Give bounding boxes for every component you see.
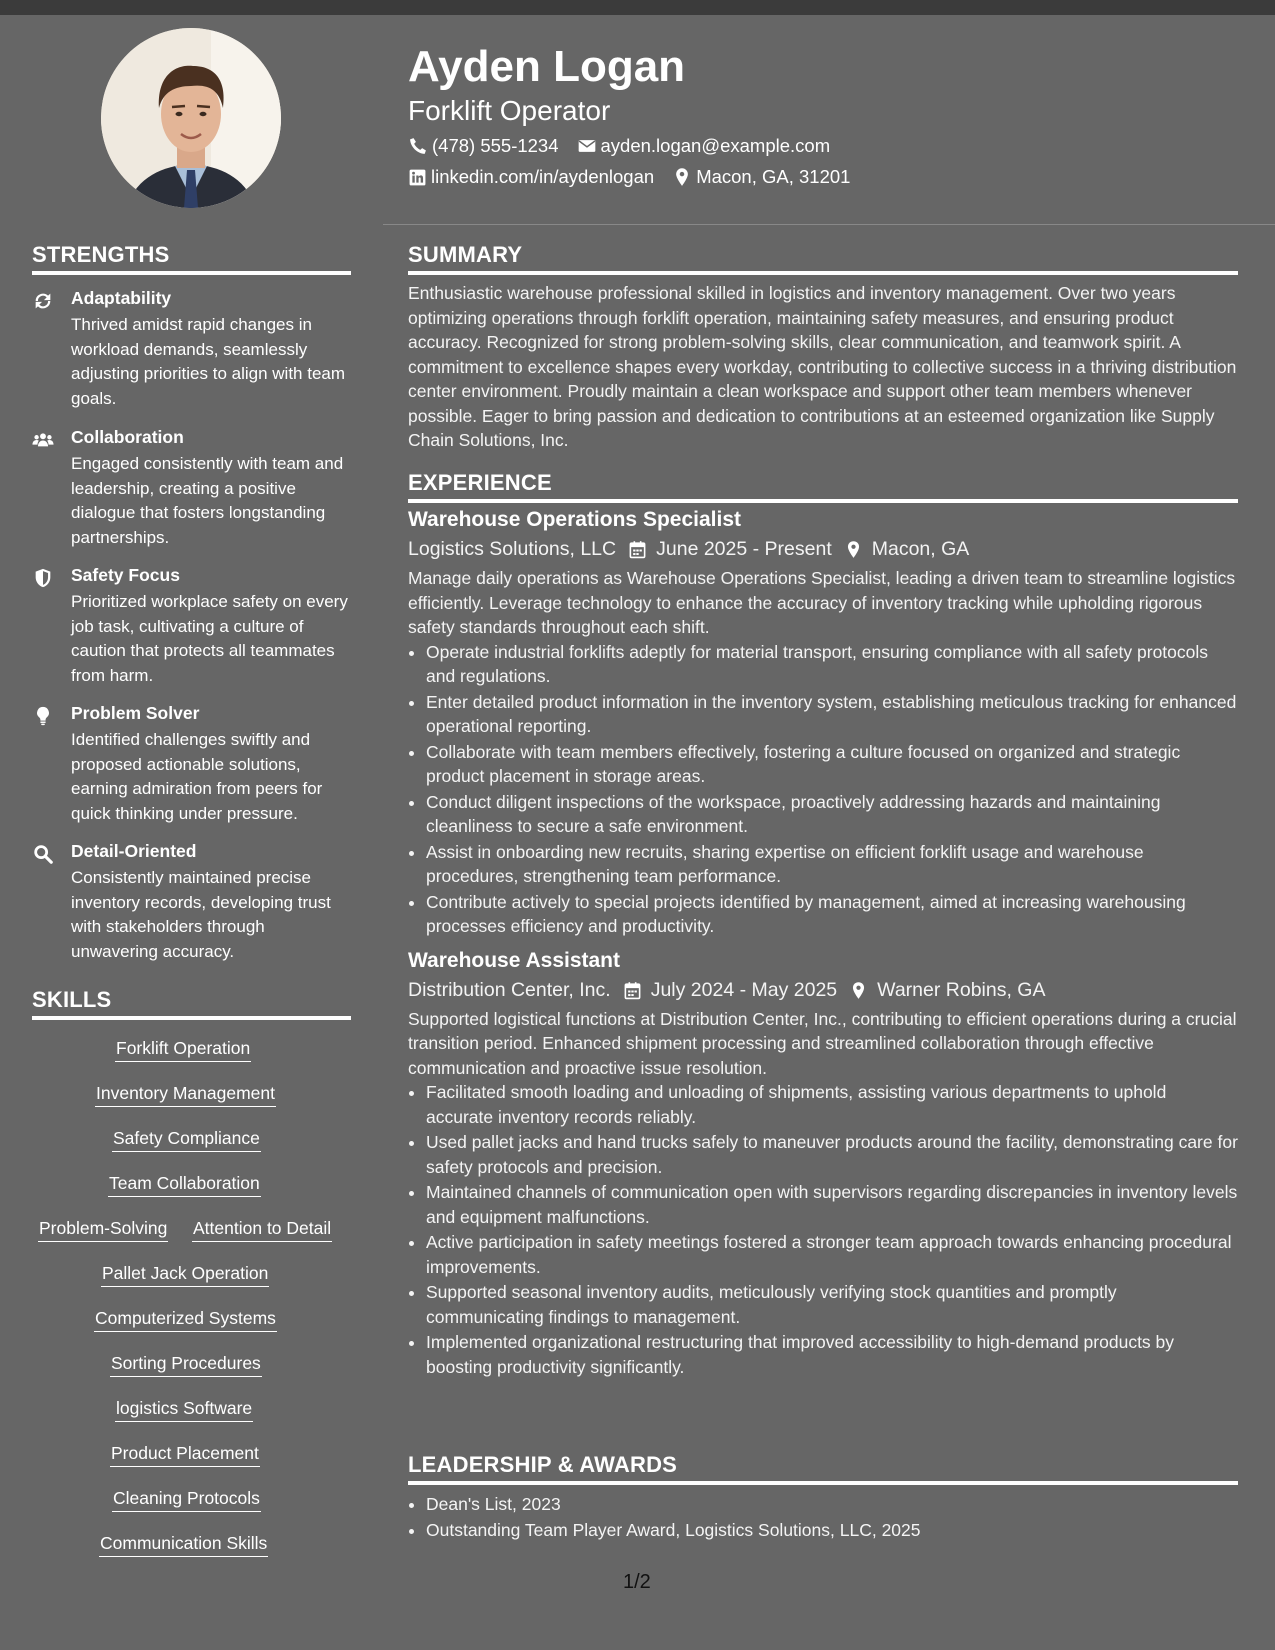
strength-description: Consistently maintained precise inventory records, developing trust with stakeholders through unwavering accuracy.	[71, 868, 331, 961]
skill-tag: Sorting Procedures	[110, 1353, 262, 1377]
skill-tag: Cleaning Protocols	[112, 1488, 261, 1512]
lightbulb-icon	[32, 705, 54, 727]
users-icon	[32, 429, 54, 451]
contact-row	[408, 135, 848, 157]
awards-section	[408, 1452, 1238, 1543]
job-dates: June 2025 - Present	[656, 538, 832, 560]
job-bullets	[408, 640, 1238, 939]
calendar-icon	[628, 540, 647, 559]
summary-text: Enthusiastic warehouse professional skilled in logistics and inventory management. Over two years optimizing operations through forklift operation, maintaining safety measures, and ensuring product accuracy. Recognized for strong problem-solving skills, clear communication, and teamwork spirit. A commitment to excellence shapes every workday, contributing to collective success in a thriving distribution center environment. Proudly maintain a clean workspace and support other team members whenever possible. Eager to bring passion and dedication to contributions at an esteemed organization like Supply Chain Solutions, Inc.	[408, 283, 1237, 450]
refresh-icon	[32, 290, 54, 312]
job-company: Logistics Solutions, LLC	[408, 538, 617, 560]
phone-text[interactable]: (478) 555-1234	[432, 135, 559, 156]
location-pin-icon	[844, 540, 863, 559]
linkedin-icon	[408, 168, 427, 187]
strengths-heading: STRENGTHS	[32, 242, 351, 275]
calendar-icon	[623, 981, 642, 1000]
skill-tag: Safety Compliance	[112, 1128, 261, 1152]
skill-tag: Communication Skills	[99, 1533, 268, 1557]
skill-tag: Forklift Operation	[115, 1038, 251, 1062]
job-meta	[408, 979, 1238, 1002]
phone-icon	[408, 136, 428, 156]
award-item: • Outstanding Team Player Award, Logistics Solutions, LLC, 2025	[426, 1518, 1238, 1543]
skill-tag: Attention to Detail	[192, 1218, 332, 1242]
skill-tag: Problem-Solving	[38, 1218, 168, 1242]
bullet-item: • Facilitated smooth loading and unloading of shipments, assisting various departments to uphold accurate inventory records reliably.	[426, 1080, 1238, 1129]
awards-heading: LEADERSHIP & AWARDS	[408, 1452, 1238, 1485]
skills-heading: SKILLS	[32, 987, 351, 1020]
skill-tag: Pallet Jack Operation	[101, 1263, 269, 1287]
strength-title: Problem Solver	[71, 703, 200, 723]
bullet-item: • Supported seasonal inventory audits, meticulously verifying stock quantities and promptly communicating findings to management.	[426, 1280, 1238, 1329]
job-bullets	[408, 1080, 1238, 1379]
email-icon	[577, 136, 597, 156]
avatar	[101, 28, 281, 208]
experience-heading: EXPERIENCE	[408, 470, 1238, 503]
candidate-role: Forklift Operator	[408, 95, 611, 126]
bullet-item: • Maintained channels of communication open with supervisors regarding discrepancies in inventory levels and equipment malfunctions.	[426, 1180, 1238, 1229]
avatar-portrait	[101, 28, 281, 208]
candidate-name: Ayden Logan	[408, 42, 686, 91]
bullet-item: • Collaborate with team members effectively, fostering a culture focused on organized and strategic product placement in storage areas.	[426, 740, 1238, 789]
location-pin-icon	[849, 981, 868, 1000]
bullet-item: • Assist in onboarding new recruits, sharing expertise on efficient forklift usage and warehouse procedures, strengthening team performance.	[426, 840, 1238, 889]
skill-tag: Product Placement	[110, 1443, 260, 1467]
skill-tag: logistics Software	[115, 1398, 253, 1422]
job-title: Warehouse Assistant	[408, 948, 620, 972]
job-company: Distribution Center, Inc.	[408, 978, 611, 1001]
page-indicator: 1/2	[623, 1571, 651, 1593]
job-title: Warehouse Operations Specialist	[408, 508, 741, 531]
email-link[interactable]: ayden.logan@example.com	[600, 135, 831, 156]
job-entry	[408, 508, 1238, 939]
bullet-item: • Operate industrial forklifts adeptly for material transport, ensuring compliance with all safety protocols and regulations.	[426, 640, 1238, 689]
job-location: Macon, GA	[871, 538, 970, 560]
strength-title: Adaptability	[71, 288, 172, 308]
award-item: • Dean's List, 2023	[426, 1492, 1238, 1517]
bullet-item: • Active participation in safety meetings fostered a stronger team approach towards enhancing procedural improvements.	[426, 1230, 1238, 1279]
bullet-item: • Conduct diligent inspections of the workspace, proactively addressing hazards and maintaining cleanliness to secure a safe environment.	[426, 790, 1238, 839]
bullet-item: • Contribute actively to special projects identified by management, aimed at increasing warehousing processes efficiency and productivity.	[426, 890, 1238, 939]
awards-list	[408, 1492, 1238, 1542]
search-icon	[32, 843, 54, 865]
skill-tag: Inventory Management	[95, 1083, 276, 1107]
bullet-item: • Implemented organizational restructuring that improved accessibility to high-demand products by boosting productivity significantly.	[426, 1330, 1238, 1379]
experience-section	[408, 470, 1238, 1380]
summary-section	[408, 242, 1238, 453]
job-location: Warner Robins, GA	[877, 978, 1046, 1001]
location-text: Macon, GA, 31201	[696, 166, 851, 187]
strength-title: Collaboration	[71, 427, 184, 447]
job-description: Manage daily operations as Warehouse Operations Specialist, leading a driven team to streamline logistics efficiently. Leverage technology to enhance the accuracy of inventory tracking while upholding rigorous safety standards throughout each shift.	[408, 568, 1236, 637]
strength-title: Detail-Oriented	[71, 841, 197, 861]
job-description: Supported logistical functions at Distribution Center, Inc., contributing to efficient operations during a crucial transition period. Enhanced shipment processing and streamlined collaboration through effective communication and proactive issue resolution.	[408, 1008, 1237, 1078]
strength-description: Engaged consistently with team and leadership, creating a positive dialogue that fosters longstanding partnerships.	[71, 454, 344, 547]
top-bar	[0, 0, 1275, 15]
linkedin-link[interactable]: linkedin.com/in/aydenlogan	[431, 166, 655, 187]
strength-description: Thrived amidst rapid changes in workload demands, seamlessly adjusting priorities to align with team goals.	[71, 315, 346, 408]
skill-tag: Team Collaboration	[108, 1173, 261, 1197]
summary-heading: SUMMARY	[408, 242, 1238, 275]
contact-row	[408, 166, 868, 188]
strength-description: Identified challenges swiftly and proposed actionable solutions, earning admiration from peers for quick thinking under pressure.	[71, 730, 323, 823]
bullet-item: • Used pallet jacks and hand trucks safely to maneuver products around the facility, demonstrating care for safety protocols and precision.	[426, 1130, 1238, 1179]
shield-icon	[32, 567, 54, 589]
location-pin-icon	[672, 167, 692, 187]
bullet-item: • Enter detailed product information in the inventory system, establishing meticulous tracking for enhanced operational reporting.	[426, 690, 1238, 739]
job-meta	[408, 538, 1238, 561]
header-divider	[383, 224, 1275, 225]
job-dates: July 2024 - May 2025	[650, 978, 838, 1001]
job-entry	[408, 949, 1238, 1380]
strength-description: Prioritized workplace safety on every job task, cultivating a culture of caution that protects all teammates from harm.	[71, 592, 348, 685]
skill-tag: Computerized Systems	[94, 1308, 277, 1332]
strength-title: Safety Focus	[71, 565, 180, 585]
